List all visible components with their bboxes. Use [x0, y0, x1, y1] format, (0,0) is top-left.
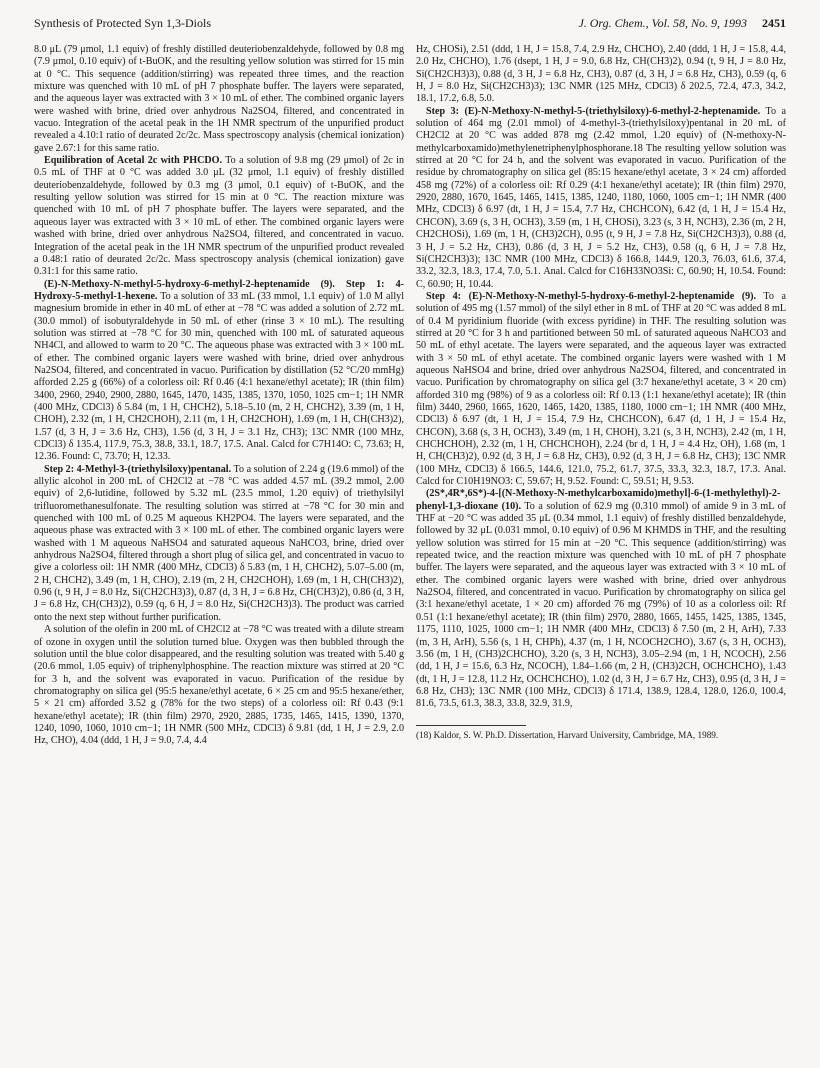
paragraph-heading: (E)-N-Methoxy-N-methyl-5-hydroxy-6-methyl-2-heptenamide (9). Step 1: 4-Hydroxy-5-methyl-1-hexene.	[34, 278, 404, 302]
running-header	[34, 16, 786, 34]
journal-citation	[578, 16, 786, 31]
footnote: (18) Kaldor, S. W. Ph.D. Dissertation, Harvard University, Cambridge, MA, 1989.	[416, 729, 719, 740]
paragraph-heading: Equilibration of Acetal 2c with PHCDO.	[44, 155, 223, 167]
paragraph: Step 3: (E)-N-Methoxy-N-methyl-5-(triethylsiloxy)-6-methyl-2-heptenamide. To a solution of 464 mg (2.01 mmol) of 4-methyl-3-(triethylsiloxy)pentanal in 20 mL of CH2Cl2 at 20 °C was added 878 mg (2.42 mmol, 1.20 equiv) of (N-methoxy-N-methylcarboxamido)methylenetriphenylphosphorane.18 The resulting yellow solution was stirred at 20 °C for 24 h, and the solvent was evaporated in vacuo. Purification of the residue by chromatography on silica gel (85:15 hexane/ethyl acetate, 3 × 24 cm) afforded 458 mg (72%) of a colorless oil: Rf 0.29 (4:1 hexane/ethyl acetate); IR (thin film) 2970, 2920, 2880, 1670, 1645, 1465, 1415, 1385, 1240, 1180, 1060, 1005 cm−1; 1H NMR (400 MHz, CDCl3) δ 6.97 (dt, 1 H, J = 15.4, 7.7 Hz, CHCHCON), 6.42 (d, 1 H, J = 15.4 Hz, CHCON), 3.69 (s, 3 H, OCH3), 3.59 (m, 1 H, CHOSi), 3.23 (s, 3 H, NCH3), 2.36 (m, 2 H, CH2CHOSi), 1.69 (m, 1 H, (CH3)2CH), 0.95 (t, 9 H, J = 7.8 Hz, Si(CH2CH3)3), 0.88 (d, 3 H, J = 5.2 Hz, CH3), 0.86 (d, 3 H, J = 5.2 Hz, CH3), 0.58 (q, 6 H, J = 7.8 Hz, Si(CH2CH3)3); 13C NMR (100 MHz, CDCl3) δ 166.8, 144.9, 120.3, 76.03, 61.6, 37.4, 33.2, 32.3, 18.3, 17.4, 7.0, 5.1. Anal. Calcd for C16H33NO3Si: C, 60.90; H, 10.54. Found: C, 60.90; H, 10.44.	[416, 105, 786, 290]
paragraph: (2S*,4R*,6S*)-4-[(N-Methoxy-N-methylcarboxamido)methyl]-6-(1-methylethyl)-2-phenyl-1,3-dioxane (10). To a solution of 62.9 mg (0.310 mmol) of amide 9 in 3 mL of THF at −20 °C was added 35 μL (0.34 mmol, 1.1 equiv) of freshly distilled benzaldehyde, followed by 32 μL (0.031 mmol, 0.10 equiv) of 0.96 M KHMDS in THF, and the resulting yellow solution was stirred for 15 min at −20 °C. This sequence (addition/stirring) was repeated twice, and the reaction mixture was quenched with 10 mL of pH 7 phosphate buffer. The layers were separated, and the aqueous layer was extracted with 3 × 10 mL of ether. The combined organic layers were washed with brine, dried over anhydrous Na2SO4, filtered, and concentrated in vacuo. Purification by chromatography on silica gel (3:1 hexane/ethyl acetate, 1 × 20 cm) afforded 76 mg (79%) of 10 as a colorless oil: Rf 0.51 (1:1 hexane/ethyl acetate); IR (thin film) 2970, 2880, 1665, 1455, 1425, 1385, 1345, 1175, 1110, 1025, 1000 cm−1; 1H NMR (400 MHz, CDCl3) δ 7.50 (m, 2 H, ArH), 7.33 (m, 3 H, ArH), 5.56 (s, 1 H, CHPh), 4.37 (m, 1 H, NCOCH2CHO), 3.67 (s, 3 H, OCH3), 3.56 (m, 1 H, (CH3)2CHCHO), 3.20 (s, 3 H, NCH3), 3.05–2.94 (m, 1 H, NCOCH), 2.56 (dd, 1 H, J = 15.6, 6.3 Hz, NCOCH), 1.84–1.66 (m, 2 H, (CH3)2CH, OCHCHCHO), 1.43 (dt, 1 H, J = 12.8, 11.2 Hz, OCHCHCHO), 1.02 (d, 3 H, J = 6.7 Hz, CH3), 0.95 (d, 3 H, J = 6.8 Hz, CH3); 13C NMR (100 MHz, CDCl3) δ 171.4, 138.9, 128.4, 128.0, 126.0, 100.4, 81.6, 73.5, 61.3, 38.3, 33.8, 32.9, 31.9,	[416, 488, 786, 710]
paragraph: Step 4: (E)-N-Methoxy-N-methyl-5-hydroxy-6-methyl-2-heptenamide (9). To a solution of 495 mg (1.57 mmol) of the silyl ether in 8 mL of THF at 20 °C was added 8 mL of 0.4 M pyridinium fluoride (with excess pyridine) in THF. The resulting solution was stirred at 20 °C for 3 h and partitioned between 50 mL of saturated aqueous NaHCO3 and 50 mL of ethyl acetate. The layers were separated, and the aqueous layer was extracted with 3 × 50 mL of ethyl acetate. The combined organic layers were washed with 1 M aqueous NaHSO4 and brine, dried over anhydrous Na2SO4, filtered, and concentrated in vacuo. Purification by chromatography on silica gel (3:7 hexane/ethyl acetate, 3 × 20 cm) afforded 310 mg (98%) of 9 as a colorless oil: Rf 0.13 (1:1 hexane/ethyl acetate); IR (thin film) 3440, 2960, 1665, 1620, 1465, 1420, 1385, 1180, 1000 cm−1; 1H NMR (400 MHz, CDCl3) δ 6.97 (dt, 1 H, J = 15.4, 7.9 Hz, CHCHCON), 6.47 (d, 1 H, J = 15.4 Hz, CHCON), 3.68 (s, 3 H, OCH3), 3.49 (m, 1 H, CHOH), 3.21 (s, 3 H, NCH3), 2.42 (m, 1 H, CHCHCHOH), 2.32 (m, 1 H, CHCHCHOH), 2.24 (br d, 1 H, J = 4.4 Hz, OH), 1.68 (m, 1 H, CH(CH3)2), 0.92 (d, 3 H, J = 6.8 Hz, CH3), 0.92 (d, 3 H, J = 6.8 Hz, CH3); 13C NMR (100 MHz, CDCl3) δ 166.5, 144.6, 121.0, 75.2, 61.7, 37.5, 33.3, 32.3, 18.7, 17.3. Anal. Calcd for C10H19NO3: C, 59.67; H, 9.52. Found: C, 59.51; H, 9.53.	[416, 290, 786, 488]
paragraph-heading: Step 4: (E)-N-Methoxy-N-methyl-5-hydroxy-6-methyl-2-heptenamide (9).	[426, 290, 757, 302]
two-column-body	[34, 44, 786, 748]
left-column	[34, 44, 404, 748]
paragraph: Equilibration of Acetal 2c with PHCDO. To a solution of 9.8 mg (29 μmol) of 2c in 0.5 mL of THF at 0 °C was added 3.0 μL (32 μmol, 1.1 equiv) of freshly distilled deuteriobenzaldehyde, followed by 0.3 mg (3 μmol, 0.1 equiv) of t-BuOK, and the resulting yellow solution was stirred for 15 min at 0 °C. The reaction mixture was quenched with 10 mL of pH 7 phosphate buffer. The layers were separated, and the aqueous layer was extracted with 3 × 10 mL of ether. The combined organic layers were washed with brine, dried over anhydrous Na2SO4, filtered, and concentrated in vacuo. Integration of the acetal peak in the 1H NMR spectrum of the unpurified product revealed a 0.48:1 ratio of deurated 2c/2c. Mass spectroscopy analysis (chemical ionization) gave 0.31:1 for this same ratio.	[34, 155, 404, 278]
paragraph: Step 2: 4-Methyl-3-(triethylsiloxy)pentanal. To a solution of 2.24 g (19.6 mmol) of the allylic alcohol in 200 mL of CH2Cl2 at −78 °C was added 4.57 mL (39.2 mmol, 2.00 equiv) of 2,6-lutidine, followed by 5.32 mL (23.5 mmol, 1.20 equiv) of triethylsilyl trifluoromethanesulfonate. The resulting solution was stirred at −78 °C for 30 min and quenched with 100 mL of 0.25 M aqueous KH2PO4. The layers were separated, and the aqueous phase was extracted with 3 × 100 mL of ether. The combined organic layers were washed with 1 M aqueous NaHSO4 and saturated aqueous NaHCO3, brine, dried over anhydrous Na2SO4, filtered through a short plug of silica gel, and concentrated in vacuo to give a colorless oil: 1H NMR (400 MHz, CDCl3) δ 5.83 (m, 1 H, CHCH2), 5.07–5.00 (m, 2 H, CHCH2), 3.49 (m, 1 H, CHO), 2.19 (m, 2 H, CH2CHOH), 1.69 (m, 1 H, CH(CH3)2), 0.96 (t, 9 H, J = 8.0 Hz, Si(CH2CH3)3), 0.87 (d, 3 H, J = 6.8 Hz, CH(CH3)2), 0.86 (d, 3 H, J = 6.8 Hz, CH(CH3)2), 0.59 (q, 6 H, J = 8.0 Hz, Si(CH2CH3)3). The product was carried onto the next step without further purification.	[34, 463, 404, 623]
footnote-rule	[416, 725, 526, 726]
paragraph: 8.0 μL (79 μmol, 1.1 equiv) of freshly distilled deuteriobenzaldehyde, followed by 0.8 mg (7.9 μmol, 0.10 equiv) of t-BuOK, and the resulting yellow solution was stirred for 15 min at 0 °C. This sequence (addition/stirring) was repeated three times, and the reaction mixture was quenched with 10 mL of pH 7 phosphate buffer. The layers were separated, and the aqueous layer was extracted with 3 × 10 mL of ether. The combined organic layers were washed with brine, dried over anhydrous Na2SO4, filtered, and concentrated in vacuo. Integration of the acetal peak in the 1H NMR spectrum of the unpurified product revealed a 4.10:1 ratio of deurated 2c/2c. Mass spectroscopy analysis (chemical ionization) gave 2.67:1 for this same ratio.	[34, 44, 404, 154]
paragraph: (E)-N-Methoxy-N-methyl-5-hydroxy-6-methyl-2-heptenamide (9). Step 1: 4-Hydroxy-5-methyl-1-hexene. To a solution of 33 mL (33 mmol, 1.1 equiv) of 1.0 M allyl magnesium bromide in ether in 40 mL of ether at −78 °C was added a solution of 2.72 mL (30.0 mmol) of isobutyraldehyde in 50 mL of ether (rinse 3 × 10 mL). The resulting solution was stirred at −78 °C for 30 min, quenched with 100 mL of saturated aqueous NH4Cl, and allowed to warm to 20 °C. The aqueous phase was extracted with 3 × 100 mL of ether. The combined organic layers were washed with brine, dried over anhydrous Na2SO4, filtered, and concentrated in vacuo. Purification by distillation (52 °C/20 mmHg) afforded 2.25 g (66%) of a colorless oil: Rf 0.46 (4:1 hexane/ethyl acetate); IR (thin film) 3400, 2960, 2940, 2900, 2880, 1645, 1470, 1435, 1385, 1370, 1050, 1025 cm−1; 1H NMR (400 MHz, CDCl3) δ 5.84 (m, 1 H, CHCH2), 5.18–5.10 (m, 2 H, CHCH2), 3.39 (m, 1 H, CHOH), 2.32 (m, 1 H, CH2CHOH), 2.11 (m, 1 H, CH2CHOH), 1.69 (m, 1 H, CH(CH3)2), 1.57 (d, 3 H, J = 3.6 Hz, CH3), 1.56 (d, 3 H, J = 3.1 Hz, CH3); 13C NMR (100 MHz, CDCl3) δ 135.4, 117.9, 75.3, 38.8, 33.1, 18.7, 17.5. Anal. Calcd for C7H14O: C, 73.63; H, 12.36. Found: C, 73.70; H, 12.33.	[34, 278, 404, 463]
running-title: Synthesis of Protected Syn 1,3-Diols	[34, 16, 211, 30]
paragraph: A solution of the olefin in 200 mL of CH2Cl2 at −78 °C was treated with a dilute stream of ozone in oxygen until the solution turned blue. Oxygen was then bubbled through the solution until the blue color disappeared, and the resulting solution was treated with 5.40 g (20.6 mmol, 1.05 equiv) of triphenylphosphine. The reaction mixture was stirred at 20 °C for 3 h, and the solvent was evaporated in vacuo. Purification of the residue by chromatography on silica gel (95:5 hexane/ethyl acetate, 6 × 25 cm and 95:5 hexane/ether, 5 × 21 cm) afforded 3.52 g (78% for the two steps) of a colorless oil: Rf 0.43 (9:1 hexane/ethyl acetate); IR (thin film) 2970, 2920, 2885, 1735, 1465, 1415, 1390, 1370, 1240, 1090, 1060, 1010 cm−1; 1H NMR (500 MHz, CDCl3) δ 9.81 (dd, 1 H, J = 2.9, 2.0 Hz, CHO), 4.04 (ddd, 1 H, J = 9.0, 7.4, 4.4	[34, 624, 404, 747]
paragraph-heading: Step 2: 4-Methyl-3-(triethylsiloxy)pentanal.	[44, 463, 232, 475]
paragraph: Hz, CHOSi), 2.51 (ddd, 1 H, J = 15.8, 7.4, 2.9 Hz, CHCHO), 2.40 (ddd, 1 H, J = 15.8, 4.4, 2.0 Hz, CHCHO), 1.76 (dsept, 1 H, J = 9.0, 6.8 Hz, CH(CH3)2), 0.94 (t, 9 H, J = 8.0 Hz, Si(CH2CH3)3), 0.88 (d, 3 H, J = 6.8 Hz, CH3), 0.87 (d, 3 H, J = 6.8 Hz, CH3), 0.59 (q, 6 H, J = 8.0 Hz, Si(CH2CH3)3); 13C NMR (125 MHz, CDCl3) δ 202.5, 72.4, 47.3, 34.2, 18.1, 17.2, 6.8, 5.0.	[416, 44, 786, 105]
journal-name: J. Org. Chem., Vol. 58, No. 9, 1993	[578, 16, 747, 30]
paragraph-heading: (2S*,4R*,6S*)-4-[(N-Methoxy-N-methylcarboxamido)methyl]-6-(1-methylethyl)-2-phenyl-1,3-dioxane (10).	[416, 488, 781, 512]
paragraph-heading: Step 3: (E)-N-Methoxy-N-methyl-5-(triethylsiloxy)-6-methyl-2-heptenamide.	[426, 105, 761, 117]
page-number: 2451	[762, 16, 786, 30]
right-column	[416, 44, 786, 748]
